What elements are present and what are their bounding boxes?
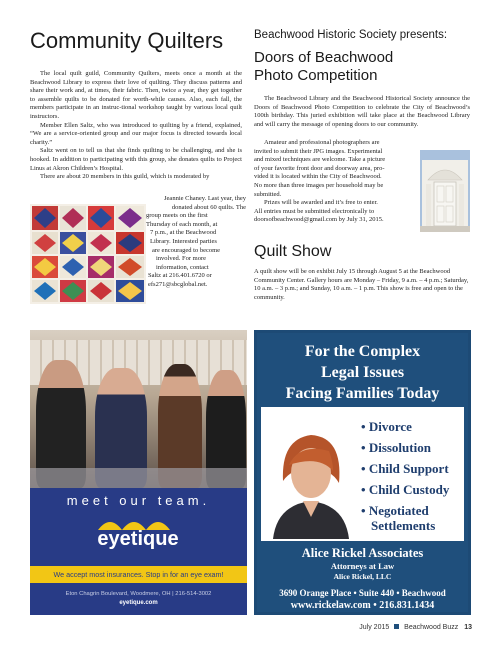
article-body-community-quilters: [30, 70, 242, 182]
insurance-banner: [30, 566, 247, 583]
firm-llc: Alice Rickel, LLC: [333, 572, 392, 581]
headline-line: Facing Families Today: [285, 385, 440, 402]
text-line: Saltz at 216.401.6720 or: [148, 272, 212, 280]
text-line: submitted.: [254, 190, 282, 198]
rickel-ad[interactable]: [254, 330, 471, 615]
text-line: No more than three images per household may be: [254, 181, 384, 189]
tagline: meet our team.: [66, 493, 211, 508]
kicker: Beachwood Historic Society presents:: [254, 29, 448, 41]
paragraph: Member Ellen Saltz, who was introduced to quilting by a friend, explained, “We are a service-oriented group and our major focus is directed towards local charity.”: [30, 121, 242, 146]
headline: [257, 341, 468, 404]
text-line: donated about 60 quilts. The: [171, 203, 246, 211]
text-line: are encouraged to become: [152, 246, 221, 254]
eyetique-logo: [88, 514, 188, 554]
text-line: Prizes will be awarded and it’s free to enter.: [264, 199, 378, 207]
text-line: information, contact: [156, 263, 209, 271]
separator-square-icon: [394, 624, 399, 629]
paragraph: A quilt show will be on exhibit July 15 through August 5 at the Beachwood Community Center. Gallery hours are Monday – Friday, 9 a.m. – 4 p.m.; Saturday, 10 a.m. – 3 p.m.; and Sunday, 10 a.m. – 1 p.m. This show is free and open to the community.: [254, 268, 469, 301]
eyetique-ad[interactable]: [30, 330, 247, 615]
text-line: doorsofbeachwood@gmail.com by July 31, 2015.: [254, 216, 384, 224]
text-line: vided it is located within the City of Beachwood.: [254, 173, 382, 181]
firm-contact: [257, 587, 468, 612]
text-line: invited to submit their JPG images. Experimental: [254, 147, 383, 155]
page-footer: [330, 624, 472, 631]
paragraph: There are about 20 members in this guild, which is moderated by: [40, 173, 210, 181]
issue-date: July 2015: [359, 624, 390, 631]
firm-address: 3690 Orange Place • Suite 440 • Beachwood: [279, 588, 446, 598]
team-photo: [30, 330, 247, 488]
text-line: All entries must be submitted electronically to: [254, 207, 375, 215]
text-line: Jeannie Chaney. Last year, they: [164, 195, 246, 202]
firm-subtitle: Attorneys at Law: [330, 561, 395, 571]
text-line: efs271@sbcglobal.net.: [148, 280, 208, 288]
service-item: • Dissolution: [361, 440, 431, 455]
wrapped-text-doors: [254, 139, 424, 225]
page-number: 13: [464, 624, 472, 631]
service-item: • Child Custody: [361, 482, 450, 497]
store-address: Eton Chagrin Boulevard, Woodmere, OH | 216-514-3002: [65, 591, 212, 597]
service-item: • Negotiated Settlements: [361, 503, 436, 533]
service-item: • Divorce: [361, 419, 412, 434]
text-line: group meets on the first: [146, 212, 208, 220]
service-item: • Child Support: [361, 461, 449, 476]
wrapped-text-community-quilters: [128, 195, 246, 290]
article-title-community-quilters: Community Quilters: [30, 28, 224, 53]
headline-line: For the Complex: [304, 343, 421, 360]
paragraph: Saltz went on to tell us that she finds quilting to be challenging, and she is hooked. In addition to participating with this group, she donates quilts to Project Linus at Akron Children’s Hospital.: [30, 147, 242, 172]
text-line: Library. Interested parties: [150, 237, 217, 245]
display-counter: [30, 468, 247, 488]
paragraph: The local quilt guild, Community Quilters, meets once a month at the Beachwood Library to express their love of quilting. They discuss patterns and share their work and, at times, their fabric. Then, twice a year, they get together to assemble quilts to be donated for worth-while causes. Also, each fall, the members participate in an instruc-tional workshop taught by various local quilt instructors.: [30, 70, 242, 120]
website-link[interactable]: eyetique.com: [119, 600, 158, 606]
firm-block: [257, 546, 468, 582]
text-line: Thursday of each month, at: [146, 220, 218, 228]
firm-website-phone[interactable]: www.rickelaw.com • 216.831.1434: [290, 600, 435, 611]
text-line: Amateur and professional photographers are: [264, 139, 380, 146]
attorney-portrait: [269, 421, 353, 539]
insurance-text: We accept most insurances. Stop in for an eye exam!: [53, 570, 224, 579]
publication-name: Beachwood Buzz: [404, 624, 459, 631]
text-line: involved. For more: [156, 255, 207, 263]
content-panel: [261, 407, 464, 541]
text-line: of your favorite front door and doorway area, pro-: [254, 164, 385, 172]
article-title-quilt-show: Quilt Show: [254, 243, 332, 260]
text-line: and mixed techniques are welcome. Take a picture: [254, 156, 386, 164]
text-line: 7 p.m., at the Beachwood: [150, 229, 217, 237]
services-list: [361, 419, 463, 533]
article-title-doors-of-beachwood: [254, 49, 393, 85]
headline-line: Legal Issues: [320, 364, 405, 381]
door-photo: [420, 150, 470, 232]
firm-name: Alice Rickel Associates: [301, 546, 424, 560]
paragraph: The Beachwood Library and the Beachwood Historical Society announce the Doors of Beachwood Photo Competition to celebrate the City of Beachwood’s 100th birthday. This juried exhibition will take place at the Beachwood Library and will carry the message of opening doors to our community.: [254, 95, 470, 128]
title-line: Doors of Beachwood: [254, 49, 394, 66]
title-line: Photo Competition: [254, 67, 378, 84]
brand-name: eyetique: [97, 528, 179, 550]
